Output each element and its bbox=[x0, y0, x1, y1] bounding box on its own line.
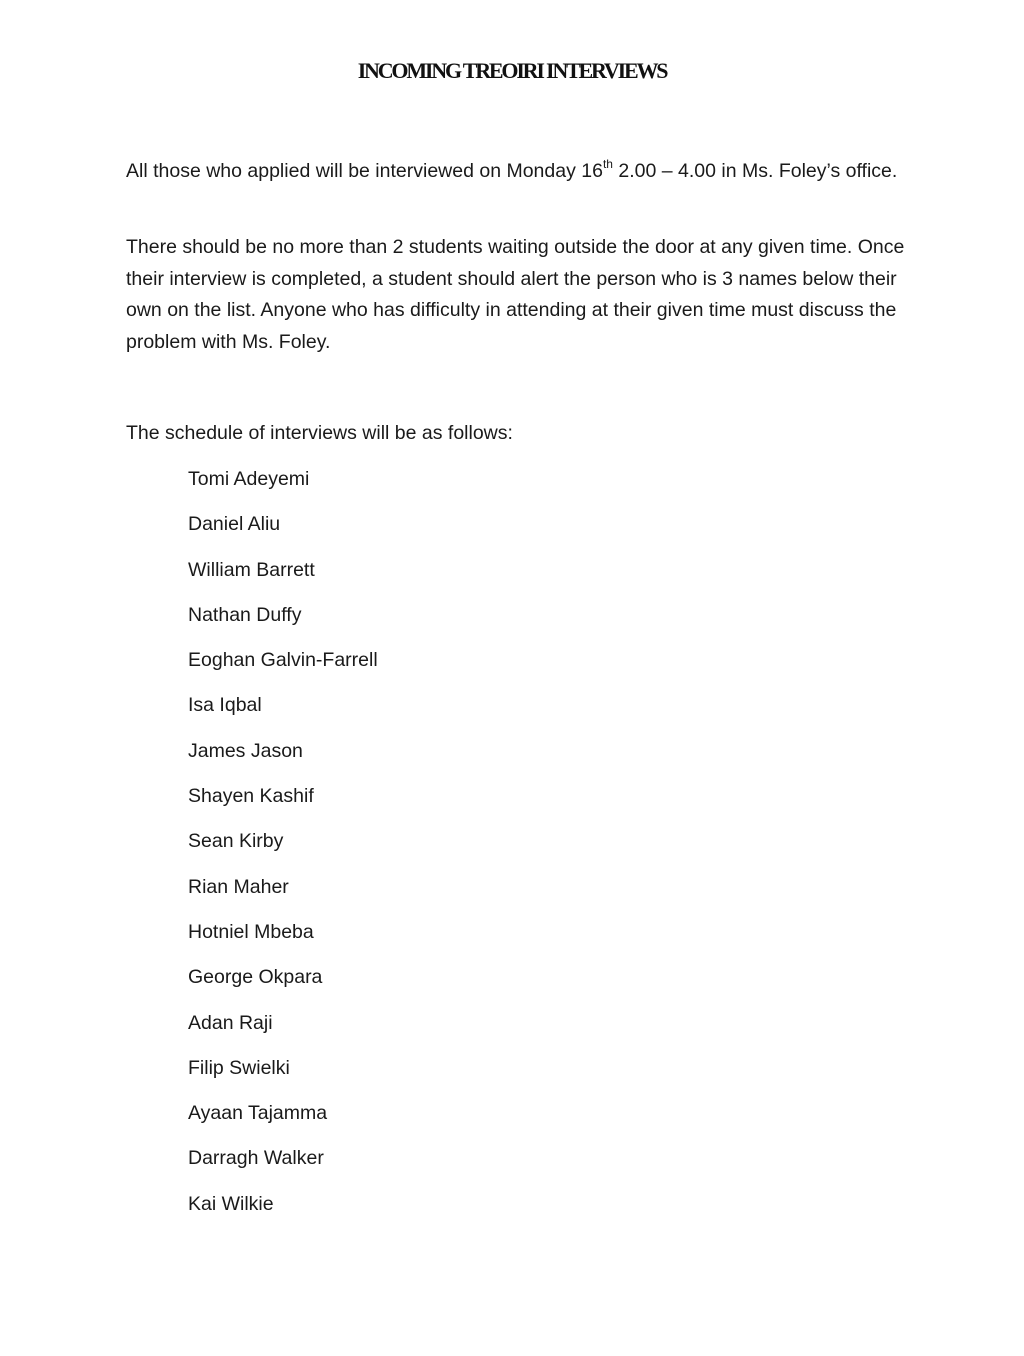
interview-schedule-list bbox=[188, 462, 378, 1232]
list-item: James Jason bbox=[188, 739, 303, 762]
list-item: Shayen Kashif bbox=[188, 785, 314, 808]
interview-date-paragraph bbox=[126, 156, 906, 188]
list-item: Isa Iqbal bbox=[188, 694, 262, 717]
list-item: Darragh Walker bbox=[188, 1147, 324, 1170]
document-title: INCOMING TREOIRI INTERVIEWS bbox=[357, 58, 667, 83]
list-item: Adan Raji bbox=[188, 1011, 273, 1034]
list-item: Rian Maher bbox=[188, 875, 289, 898]
list-item: Sean Kirby bbox=[188, 830, 284, 853]
list-item: Daniel Aliu bbox=[188, 513, 281, 536]
ordinal-suffix: th bbox=[602, 156, 613, 171]
list-item: William Barrett bbox=[188, 558, 315, 581]
date-text: All those who applied will be interviewed on Monday 16 bbox=[126, 160, 603, 182]
instructions-paragraph: There should be no more than 2 students waiting outside the door at any given time. Once their interview is completed, a student should alert the person who is 3 names below their own on the list. Anyone who has difficulty in attending at their given time must discuss the problem with Ms. Foley. bbox=[126, 236, 905, 353]
schedule-intro: The schedule of interviews will be as follows: bbox=[126, 422, 513, 444]
time-location-text: 2.00 – 4.00 in Ms. Foley’s office. bbox=[612, 160, 898, 182]
list-item: Eoghan Galvin-Farrell bbox=[188, 649, 378, 672]
list-item: Filip Swielki bbox=[188, 1056, 290, 1079]
list-item: George Okpara bbox=[188, 966, 323, 989]
list-item: Nathan Duffy bbox=[188, 603, 302, 626]
list-item: Ayaan Tajamma bbox=[188, 1102, 328, 1125]
list-item: Tomi Adeyemi bbox=[188, 468, 310, 490]
list-item: Kai Wilkie bbox=[188, 1192, 274, 1215]
list-item: Hotniel Mbeba bbox=[188, 920, 314, 943]
